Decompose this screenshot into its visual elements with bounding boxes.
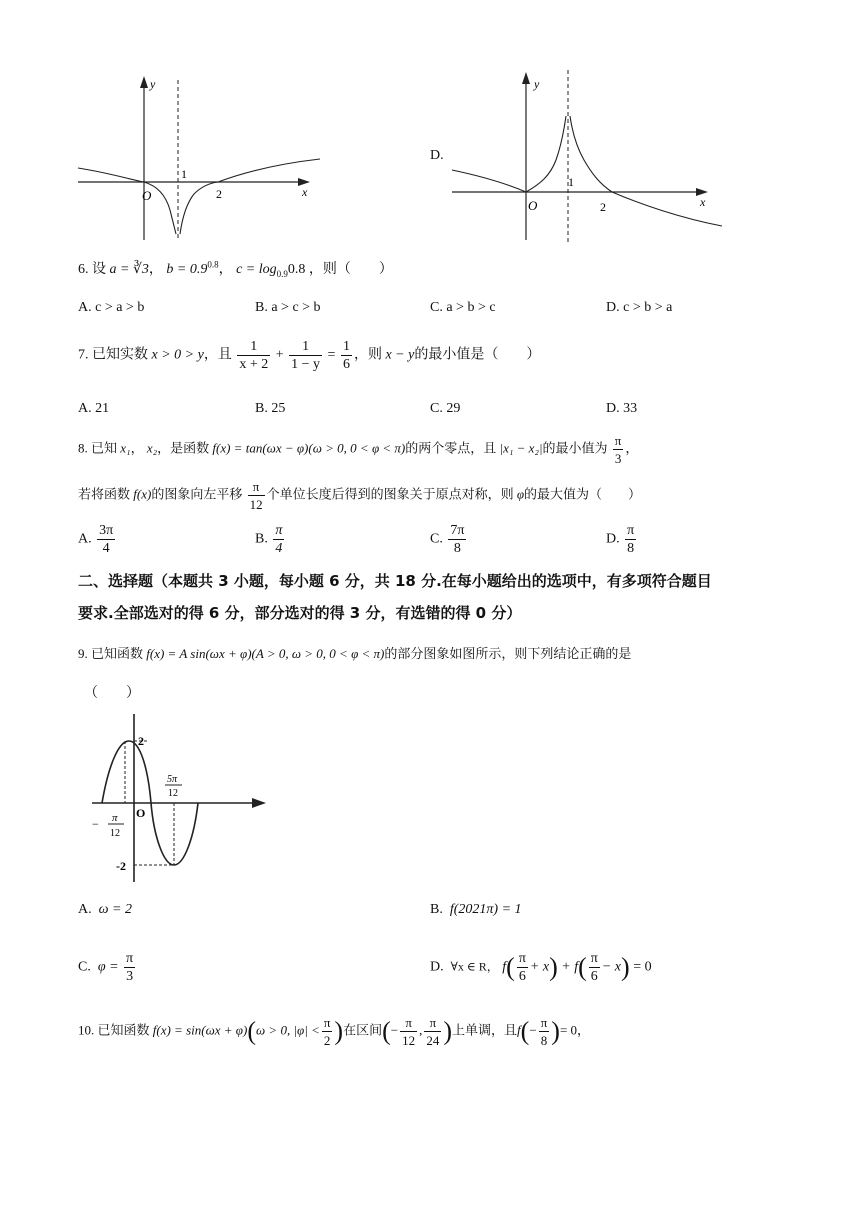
graph-d-origin-label: O bbox=[528, 198, 538, 213]
q8-option-c-frac bbox=[448, 522, 466, 557]
q9-func: f(x) = A sin(ωx + φ)(A > 0, ω > 0, 0 < φ < π) bbox=[146, 646, 385, 661]
q9-option-d-label: D. bbox=[430, 959, 444, 975]
q10-int-frac-2 bbox=[424, 1014, 441, 1049]
q7-tail-2: 的最小值是（ ） bbox=[414, 347, 541, 363]
q9-option-d-f1: f bbox=[502, 959, 507, 975]
q7-frac-2 bbox=[289, 338, 322, 373]
q8-line1-b: ，是函数 bbox=[157, 440, 210, 456]
q9-option-d-t2: − x bbox=[601, 959, 622, 975]
q9-option-a[interactable] bbox=[78, 902, 132, 918]
q8-option-d-den: 8 bbox=[627, 541, 635, 556]
q8-min-num: π bbox=[614, 433, 622, 448]
q8-line1-c: 的两个零点，且 bbox=[405, 440, 497, 456]
graph-d-tick-2: 2 bbox=[600, 200, 606, 214]
q9-option-d-t1: + x bbox=[529, 959, 550, 975]
q9-number: 9. 已知函数 bbox=[78, 646, 144, 661]
graph-d bbox=[450, 66, 725, 246]
q8-option-a-den: 4 bbox=[102, 541, 110, 556]
q8-option-a[interactable] bbox=[78, 522, 117, 557]
q9-option-c-frac bbox=[124, 950, 135, 985]
q9-option-d-plus: + f bbox=[561, 959, 579, 975]
q8-line2-c: 个单位长度后得到的图象关于原点对称，则 bbox=[266, 486, 514, 502]
q10-func: f(x) = sin(ωx + φ) bbox=[152, 1022, 248, 1038]
q8-fx: f(x) bbox=[133, 486, 152, 502]
q8-number: 8. 已知 bbox=[78, 440, 118, 456]
graph-d-curve-right bbox=[570, 116, 722, 226]
q8-option-a-num: 3π bbox=[99, 523, 114, 538]
q8-line2-b: 的图象向左平移 bbox=[151, 486, 243, 502]
q8-option-b-den: 4 bbox=[275, 541, 283, 556]
q8-option-c-num: 7π bbox=[450, 523, 465, 538]
q6-stem: 6. 设 a = ∛3， $b = 0.9^{0.8}$， $c = \log_{0.9}0.8$ ，则（ ） bbox=[78, 259, 393, 279]
q8-option-d[interactable] bbox=[606, 522, 638, 557]
q6-c-sub: 0.9 bbox=[276, 268, 288, 279]
q8-option-c[interactable] bbox=[430, 522, 468, 557]
q8-phi: φ bbox=[516, 486, 525, 502]
q10-cond: ω > 0, |φ| < bbox=[256, 1022, 320, 1038]
q9-right-num: 5π bbox=[167, 774, 178, 785]
q10-cond-frac bbox=[322, 1014, 333, 1049]
q7-frac-3-den: 6 bbox=[342, 357, 350, 372]
q7-option-c[interactable]: C. 29 bbox=[430, 401, 461, 416]
graph-d-tick-1: 1 bbox=[568, 175, 574, 189]
graph-d-curve-left bbox=[452, 116, 566, 192]
graph-d-x-label: x bbox=[700, 195, 706, 209]
q8-line-2 bbox=[78, 478, 641, 513]
q8-x2: x₂ bbox=[146, 440, 158, 456]
q8-line2-a: 若将函数 bbox=[78, 486, 131, 502]
q8-option-b-frac bbox=[273, 522, 284, 557]
q9-option-a-text: ω = 2 bbox=[98, 902, 132, 917]
q10-f: f bbox=[517, 1022, 521, 1038]
q7-frac-1-num: 1 bbox=[237, 338, 270, 356]
q10-cond-den: 2 bbox=[323, 1033, 331, 1048]
q7-stem bbox=[78, 338, 540, 373]
q9-option-d-eq: = 0 bbox=[633, 959, 652, 975]
q10-stem: 10. 已知函数 f(x) = sin(ωx + φ)(ω > 0, |φ| < $\frac{\pi}{2}$ )在区间(− $\frac{\pi}{12}$ , $\frac{\pi}{24}$ )上单调，且f(− $\frac{\pi}{8}$ )= 0， bbox=[78, 1015, 591, 1048]
q9-min-label: -2 bbox=[116, 859, 126, 873]
q7-plus: + bbox=[275, 347, 284, 363]
q6-option-a[interactable]: A. c > a > b bbox=[78, 300, 145, 315]
q9-tail: 的部分图象如图所示，则下列结论正确的是 bbox=[384, 646, 632, 661]
q10-i1-den: 12 bbox=[402, 1033, 416, 1048]
q10-number: 10. 已知函数 bbox=[78, 1022, 150, 1038]
graph-c-curve-right bbox=[180, 159, 320, 234]
q7-number: 7. 已知实数 bbox=[78, 347, 148, 363]
q9-answer-paren: （ ） bbox=[84, 686, 140, 701]
q7-option-b[interactable]: B. 25 bbox=[255, 401, 286, 416]
q9-option-c-label: C. bbox=[78, 959, 91, 975]
q9-option-d-pre: ∀x ∈ R， bbox=[450, 959, 499, 974]
q7-frac-1 bbox=[237, 338, 270, 373]
q9-stem bbox=[78, 643, 631, 662]
q6-option-b[interactable]: B. a > c > b bbox=[255, 300, 321, 315]
q8-option-b[interactable] bbox=[255, 522, 286, 557]
q8-shift-den: 12 bbox=[249, 497, 263, 512]
q10-int-frac-1 bbox=[400, 1014, 417, 1049]
q10-cond-num: π bbox=[323, 1015, 331, 1030]
q8-option-d-frac bbox=[625, 522, 636, 557]
q9-option-d-n1: π bbox=[518, 951, 526, 966]
q9-graph bbox=[88, 708, 278, 888]
q6-c-tail: 0.8 bbox=[287, 262, 306, 277]
q9-option-a-label: A. bbox=[78, 902, 92, 917]
graph-d-y-arrow bbox=[522, 72, 530, 84]
q6-a: a = ∛3 bbox=[109, 262, 149, 277]
q9-option-c-lhs: φ = bbox=[97, 959, 119, 975]
q9-option-d-d2: 6 bbox=[590, 969, 598, 984]
q8-option-d-label: D. bbox=[606, 531, 620, 547]
q10-arg-den: 8 bbox=[540, 1033, 548, 1048]
graph-c-y-arrow bbox=[140, 76, 148, 88]
section-2-heading-line-2: 要求.全部选对的得 6 分，部分选对的得 3 分，有选错的得 0 分） bbox=[78, 604, 522, 622]
q10-arg-num: π bbox=[540, 1015, 548, 1030]
q9-option-d-frac-2 bbox=[589, 950, 600, 985]
q8-option-b-label: B. bbox=[255, 531, 268, 547]
q6-tail: ，则（ ） bbox=[308, 262, 393, 277]
q9-origin-label: O bbox=[136, 806, 146, 820]
graph-c-y-label: y bbox=[150, 77, 156, 91]
q9-option-d[interactable]: D. ∀x ∈ R， f( $\frac{\pi}{6}$ + x) + f( $\frac{\pi}{6}$ − x) = 0 bbox=[430, 951, 652, 984]
graph-d-y-label: y bbox=[534, 77, 540, 91]
graph-c-tick-1: 1 bbox=[181, 167, 187, 181]
q10-i2-num: π bbox=[424, 1014, 441, 1032]
q8-option-d-num: π bbox=[627, 523, 635, 538]
q8-absdiff: |x₁ − x₂| bbox=[499, 440, 543, 456]
q7-frac-2-den: 1 − y bbox=[291, 357, 321, 372]
q8-option-c-den: 8 bbox=[453, 541, 461, 556]
q9-max-label: 2 bbox=[138, 734, 144, 748]
q7-frac-2-num: 1 bbox=[289, 338, 322, 356]
q9-option-b-text: f(2021π) = 1 bbox=[449, 902, 522, 917]
q7-frac-1-den: x + 2 bbox=[239, 357, 269, 372]
q10-eq0: = 0， bbox=[559, 1022, 591, 1038]
q9-left-sign: − bbox=[92, 817, 99, 831]
q8-line-1 bbox=[78, 432, 638, 467]
q9-left-num: π bbox=[112, 812, 118, 824]
q9-left-den: 12 bbox=[110, 828, 120, 839]
q10-int-neg: − bbox=[390, 1022, 399, 1038]
q10-arg-frac bbox=[539, 1014, 550, 1049]
q10-mid: 在区间 bbox=[343, 1022, 383, 1038]
q6-b: b = 0.9 bbox=[166, 262, 208, 277]
q9-option-b[interactable] bbox=[430, 902, 522, 918]
q8-option-a-label: A. bbox=[78, 531, 92, 547]
graph-c-origin-label: O bbox=[142, 188, 152, 203]
q6-b-exp: 0.8 bbox=[207, 259, 219, 270]
q9-option-b-label: B. bbox=[430, 902, 443, 917]
q9-option-d-d1: 6 bbox=[518, 969, 526, 984]
q8-func: f(x) = tan(ωx − φ)(ω > 0, 0 < φ < π) bbox=[212, 440, 406, 456]
q9-option-c[interactable] bbox=[78, 950, 137, 985]
q9-x-arrow bbox=[252, 798, 266, 808]
q7-condition: x > 0 > y bbox=[151, 347, 204, 363]
q7-frac-3 bbox=[341, 338, 352, 373]
q7-mid: ，且 bbox=[203, 347, 232, 363]
q9-option-d-n2: π bbox=[590, 951, 598, 966]
q8-sep: ， bbox=[130, 440, 144, 456]
q8-option-a-frac bbox=[97, 522, 115, 557]
q7-option-a[interactable]: A. 21 bbox=[78, 401, 110, 416]
graph-c-x-label: x bbox=[302, 185, 308, 199]
q6-option-d[interactable]: D. c > b > a bbox=[606, 300, 673, 315]
q6-option-c[interactable]: C. a > b > c bbox=[430, 300, 496, 315]
q10-comma: , bbox=[419, 1022, 423, 1038]
q9-option-d-frac-1 bbox=[517, 950, 528, 985]
q6-c: c = log bbox=[236, 262, 277, 277]
graph-c bbox=[70, 70, 330, 245]
q7-option-d[interactable]: D. 33 bbox=[606, 401, 638, 416]
q7-eq: = bbox=[327, 347, 336, 363]
q9-option-c-den: 3 bbox=[126, 969, 134, 984]
q8-shift-num: π bbox=[248, 478, 265, 496]
q9-option-c-num: π bbox=[126, 951, 134, 966]
q8-min-frac bbox=[613, 432, 624, 467]
q8-min-den: 3 bbox=[614, 451, 622, 466]
q8-shift-frac bbox=[248, 478, 265, 513]
q8-line1-e: ， bbox=[625, 440, 639, 456]
q8-option-b-num: π bbox=[275, 523, 283, 538]
q8-option-c-label: C. bbox=[430, 531, 443, 547]
q10-mid2: 上单调，且 bbox=[452, 1022, 518, 1038]
q7-tail-1: ，则 bbox=[353, 347, 382, 363]
q8-x1: x₁ bbox=[120, 440, 131, 456]
q8-line2-d: 的最大值为（ ） bbox=[524, 486, 642, 502]
q7-expr: x − y bbox=[385, 347, 415, 363]
graph-c-tick-2: 2 bbox=[216, 187, 222, 201]
graph-d-label: D. bbox=[430, 148, 444, 163]
q7-frac-3-num: 1 bbox=[342, 339, 350, 354]
graph-c-curve-left bbox=[78, 168, 176, 234]
q6-number: 6. 设 bbox=[78, 262, 106, 277]
q8-line1-d: 的最小值为 bbox=[542, 440, 608, 456]
q10-i1-num: π bbox=[400, 1014, 417, 1032]
q9-right-den: 12 bbox=[168, 788, 178, 799]
q10-i2-den: 24 bbox=[426, 1033, 440, 1048]
q10-arg-neg: − bbox=[529, 1022, 537, 1038]
section-2-heading-line-1: 二、选择题（本题共 3 小题，每小题 6 分，共 18 分.在每小题给出的选项中，有多项符合题目 bbox=[78, 572, 712, 590]
